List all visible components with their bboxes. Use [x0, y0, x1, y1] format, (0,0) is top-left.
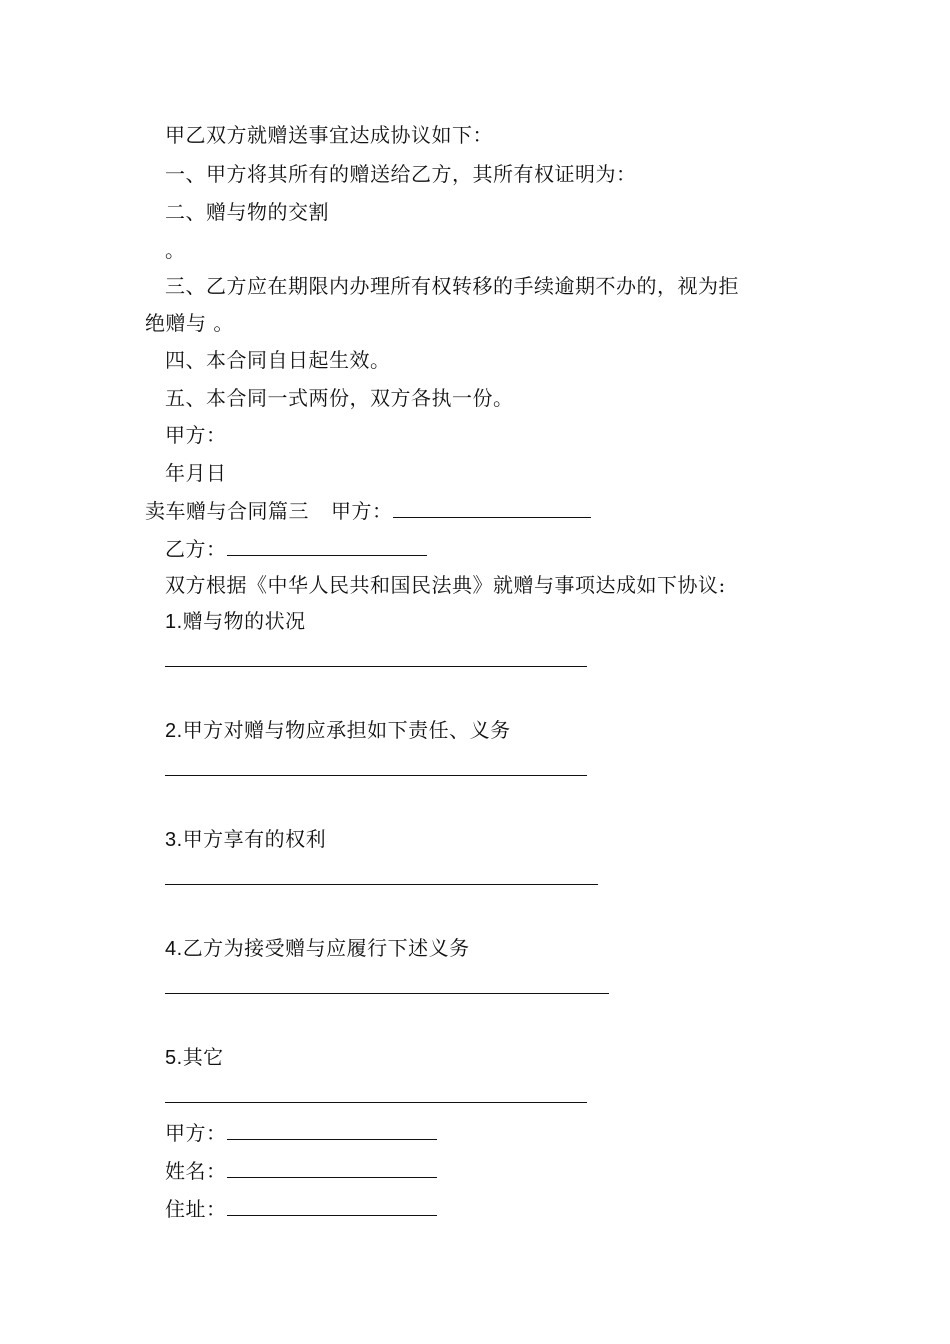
clause-text: 甲方对赠与物应承担如下责任、义务 [182, 718, 511, 742]
clause-blank-line [165, 775, 587, 776]
clause-blank-line [165, 1102, 587, 1103]
contract-intro: 双方根据《中华人民共和国民法典》就赠与事项达成如下协议: [165, 573, 726, 597]
signature-party-a-blank [227, 1117, 437, 1140]
clause-number: 1. [165, 611, 183, 633]
clause-number: 2. [165, 720, 183, 742]
signature-line [165, 1117, 437, 1147]
clause-text: 乙方为接受赠与应履行下述义务 [182, 936, 470, 960]
clause-item [165, 716, 511, 745]
clause-item [165, 825, 326, 854]
paragraph-clause-2: 二、赠与物的交割 [165, 200, 329, 224]
clause-blank-line [165, 993, 609, 994]
paragraph-period: 。 [165, 238, 186, 262]
paragraph-clause-5: 五、本合同一式两份，双方各执一份。 [165, 386, 514, 410]
signature-address-blank [227, 1193, 437, 1216]
party-b-blank [227, 533, 427, 556]
clause-number: 3. [165, 829, 183, 851]
clause-number: 4. [165, 938, 183, 960]
clause-blank-line [165, 884, 598, 885]
party-b-label: 乙方： [165, 537, 227, 561]
clause-item [165, 934, 470, 963]
clause-text: 其它 [182, 1045, 224, 1069]
signature-party-a-label: 甲方： [165, 423, 227, 447]
section-3-header-line [145, 495, 591, 525]
paragraph-agreement-intro: 甲乙双方就赠送事宜达成协议如下： [165, 123, 493, 147]
party-a-label: 甲方： [331, 499, 393, 523]
signature-name: 姓名： [165, 1159, 227, 1183]
signature-name-blank [227, 1155, 437, 1178]
clause-item [165, 607, 306, 636]
signature-line [165, 1193, 437, 1223]
signature-party-a: 甲方： [165, 1121, 227, 1145]
signature-date-label: 年月日 [165, 461, 227, 485]
party-b-line [165, 533, 427, 563]
paragraph-clause-3-line1: 三、乙方应在期限内办理所有权转移的手续逾期不办的，视为拒 [165, 274, 739, 298]
signature-address: 住址： [165, 1197, 227, 1221]
clause-number: 5. [165, 1047, 183, 1069]
paragraph-clause-3-line2: 绝赠与 。 [145, 311, 234, 335]
clause-item [165, 1043, 224, 1072]
signature-line [165, 1155, 437, 1185]
clause-text: 赠与物的状况 [182, 609, 306, 633]
party-a-blank [393, 495, 591, 518]
clause-text: 甲方享有的权利 [182, 827, 327, 851]
paragraph-clause-4: 四、本合同自日起生效。 [165, 348, 391, 372]
clause-blank-line [165, 666, 587, 667]
paragraph-clause-1: 一、甲方将其所有的赠送给乙方，其所有权证明为： [165, 162, 637, 186]
section-title: 卖车赠与合同篇三 [145, 499, 309, 523]
